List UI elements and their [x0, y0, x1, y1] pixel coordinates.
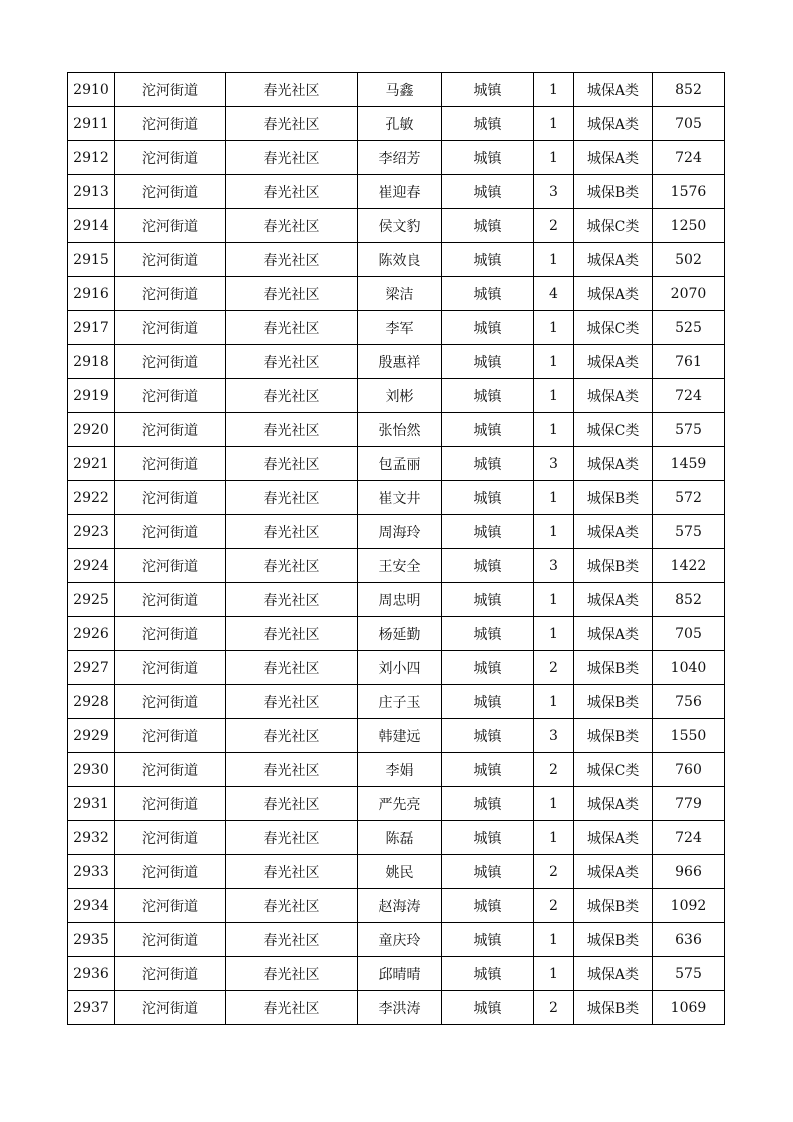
- row-number-cell: 2922: [68, 481, 115, 515]
- name-cell: 姚民: [358, 855, 442, 889]
- household-type-cell: 城镇: [442, 583, 534, 617]
- household-type-cell: 城镇: [442, 753, 534, 787]
- amount-cell: 1422: [653, 549, 725, 583]
- household-type-cell: 城镇: [442, 515, 534, 549]
- household-type-cell: 城镇: [442, 107, 534, 141]
- community-cell: 春光社区: [226, 821, 358, 855]
- subdistrict-cell: 沱河街道: [115, 277, 226, 311]
- subdistrict-cell: 沱河街道: [115, 345, 226, 379]
- family-size-cell: 2: [534, 651, 574, 685]
- row-number-cell: 2919: [68, 379, 115, 413]
- family-size-cell: 1: [534, 243, 574, 277]
- row-number-cell: 2910: [68, 73, 115, 107]
- table-row: [68, 651, 725, 685]
- community-cell: 春光社区: [226, 175, 358, 209]
- table-row: [68, 821, 725, 855]
- household-type-cell: 城镇: [442, 379, 534, 413]
- subdistrict-cell: 沱河街道: [115, 379, 226, 413]
- name-cell: 马鑫: [358, 73, 442, 107]
- amount-cell: 1040: [653, 651, 725, 685]
- community-cell: 春光社区: [226, 719, 358, 753]
- name-cell: 陈磊: [358, 821, 442, 855]
- name-cell: 崔迎春: [358, 175, 442, 209]
- amount-cell: 705: [653, 617, 725, 651]
- community-cell: 春光社区: [226, 345, 358, 379]
- subdistrict-cell: 沱河街道: [115, 957, 226, 991]
- family-size-cell: 1: [534, 481, 574, 515]
- household-type-cell: 城镇: [442, 345, 534, 379]
- category-cell: 城保A类: [574, 821, 653, 855]
- amount-cell: 502: [653, 243, 725, 277]
- name-cell: 李绍芳: [358, 141, 442, 175]
- family-size-cell: 2: [534, 991, 574, 1025]
- household-type-cell: 城镇: [442, 243, 534, 277]
- family-size-cell: 1: [534, 413, 574, 447]
- household-type-cell: 城镇: [442, 617, 534, 651]
- table-row: [68, 753, 725, 787]
- subdistrict-cell: 沱河街道: [115, 583, 226, 617]
- row-number-cell: 2933: [68, 855, 115, 889]
- amount-cell: 966: [653, 855, 725, 889]
- subdistrict-cell: 沱河街道: [115, 685, 226, 719]
- amount-cell: 1069: [653, 991, 725, 1025]
- name-cell: 李洪涛: [358, 991, 442, 1025]
- subdistrict-cell: 沱河街道: [115, 141, 226, 175]
- community-cell: 春光社区: [226, 651, 358, 685]
- subdistrict-cell: 沱河街道: [115, 719, 226, 753]
- subdistrict-cell: 沱河街道: [115, 651, 226, 685]
- name-cell: 周海玲: [358, 515, 442, 549]
- table-row: [68, 209, 725, 243]
- family-size-cell: 3: [534, 719, 574, 753]
- category-cell: 城保A类: [574, 345, 653, 379]
- row-number-cell: 2915: [68, 243, 115, 277]
- category-cell: 城保C类: [574, 753, 653, 787]
- household-type-cell: 城镇: [442, 685, 534, 719]
- household-type-cell: 城镇: [442, 481, 534, 515]
- table-row: [68, 379, 725, 413]
- category-cell: 城保A类: [574, 277, 653, 311]
- name-cell: 张怡然: [358, 413, 442, 447]
- family-size-cell: 1: [534, 515, 574, 549]
- row-number-cell: 2926: [68, 617, 115, 651]
- amount-cell: 525: [653, 311, 725, 345]
- amount-cell: 2070: [653, 277, 725, 311]
- family-size-cell: 3: [534, 447, 574, 481]
- name-cell: 李军: [358, 311, 442, 345]
- subdistrict-cell: 沱河街道: [115, 991, 226, 1025]
- row-number-cell: 2927: [68, 651, 115, 685]
- table-row: [68, 685, 725, 719]
- category-cell: 城保A类: [574, 379, 653, 413]
- amount-cell: 1459: [653, 447, 725, 481]
- row-number-cell: 2925: [68, 583, 115, 617]
- row-number-cell: 2914: [68, 209, 115, 243]
- name-cell: 王安全: [358, 549, 442, 583]
- category-cell: 城保A类: [574, 107, 653, 141]
- household-type-cell: 城镇: [442, 651, 534, 685]
- category-cell: 城保B类: [574, 991, 653, 1025]
- table-row: [68, 719, 725, 753]
- subdistrict-cell: 沱河街道: [115, 821, 226, 855]
- household-type-cell: 城镇: [442, 923, 534, 957]
- category-cell: 城保B类: [574, 923, 653, 957]
- name-cell: 梁洁: [358, 277, 442, 311]
- table-row: [68, 583, 725, 617]
- community-cell: 春光社区: [226, 787, 358, 821]
- household-type-cell: 城镇: [442, 719, 534, 753]
- amount-cell: 760: [653, 753, 725, 787]
- family-size-cell: 1: [534, 583, 574, 617]
- row-number-cell: 2930: [68, 753, 115, 787]
- category-cell: 城保C类: [574, 413, 653, 447]
- name-cell: 邱晴晴: [358, 957, 442, 991]
- row-number-cell: 2917: [68, 311, 115, 345]
- subdistrict-cell: 沱河街道: [115, 209, 226, 243]
- family-size-cell: 1: [534, 617, 574, 651]
- subdistrict-cell: 沱河街道: [115, 753, 226, 787]
- category-cell: 城保A类: [574, 787, 653, 821]
- row-number-cell: 2937: [68, 991, 115, 1025]
- name-cell: 严先亮: [358, 787, 442, 821]
- household-type-cell: 城镇: [442, 821, 534, 855]
- table-row: [68, 175, 725, 209]
- family-size-cell: 2: [534, 209, 574, 243]
- amount-cell: 724: [653, 379, 725, 413]
- category-cell: 城保B类: [574, 175, 653, 209]
- amount-cell: 575: [653, 957, 725, 991]
- community-cell: 春光社区: [226, 617, 358, 651]
- subdistrict-cell: 沱河街道: [115, 515, 226, 549]
- amount-cell: 572: [653, 481, 725, 515]
- amount-cell: 1092: [653, 889, 725, 923]
- community-cell: 春光社区: [226, 991, 358, 1025]
- family-size-cell: 1: [534, 379, 574, 413]
- community-cell: 春光社区: [226, 413, 358, 447]
- category-cell: 城保A类: [574, 141, 653, 175]
- community-cell: 春光社区: [226, 209, 358, 243]
- subdistrict-cell: 沱河街道: [115, 481, 226, 515]
- household-type-cell: 城镇: [442, 175, 534, 209]
- family-size-cell: 1: [534, 73, 574, 107]
- subdistrict-cell: 沱河街道: [115, 107, 226, 141]
- name-cell: 崔文井: [358, 481, 442, 515]
- household-type-cell: 城镇: [442, 141, 534, 175]
- row-number-cell: 2916: [68, 277, 115, 311]
- amount-cell: 1250: [653, 209, 725, 243]
- household-type-cell: 城镇: [442, 957, 534, 991]
- community-cell: 春光社区: [226, 549, 358, 583]
- community-cell: 春光社区: [226, 447, 358, 481]
- category-cell: 城保B类: [574, 481, 653, 515]
- family-size-cell: 1: [534, 923, 574, 957]
- subdistrict-cell: 沱河街道: [115, 787, 226, 821]
- family-size-cell: 1: [534, 787, 574, 821]
- row-number-cell: 2931: [68, 787, 115, 821]
- community-cell: 春光社区: [226, 107, 358, 141]
- community-cell: 春光社区: [226, 923, 358, 957]
- amount-cell: 724: [653, 141, 725, 175]
- subdistrict-cell: 沱河街道: [115, 311, 226, 345]
- family-size-cell: 1: [534, 107, 574, 141]
- table-row: [68, 141, 725, 175]
- subdistrict-cell: 沱河街道: [115, 413, 226, 447]
- row-number-cell: 2928: [68, 685, 115, 719]
- amount-cell: 852: [653, 583, 725, 617]
- table-row: [68, 481, 725, 515]
- row-number-cell: 2920: [68, 413, 115, 447]
- household-type-cell: 城镇: [442, 991, 534, 1025]
- name-cell: 孔敏: [358, 107, 442, 141]
- subdistrict-cell: 沱河街道: [115, 617, 226, 651]
- name-cell: 赵海涛: [358, 889, 442, 923]
- name-cell: 庄子玉: [358, 685, 442, 719]
- table-row: [68, 515, 725, 549]
- amount-cell: 779: [653, 787, 725, 821]
- category-cell: 城保A类: [574, 855, 653, 889]
- household-type-cell: 城镇: [442, 277, 534, 311]
- row-number-cell: 2913: [68, 175, 115, 209]
- household-type-cell: 城镇: [442, 787, 534, 821]
- community-cell: 春光社区: [226, 311, 358, 345]
- subdistrict-cell: 沱河街道: [115, 447, 226, 481]
- name-cell: 李娟: [358, 753, 442, 787]
- family-size-cell: 1: [534, 821, 574, 855]
- community-cell: 春光社区: [226, 481, 358, 515]
- category-cell: 城保A类: [574, 957, 653, 991]
- category-cell: 城保C类: [574, 209, 653, 243]
- table-row: [68, 311, 725, 345]
- household-type-cell: 城镇: [442, 549, 534, 583]
- row-number-cell: 2923: [68, 515, 115, 549]
- amount-cell: 756: [653, 685, 725, 719]
- category-cell: 城保B类: [574, 719, 653, 753]
- family-size-cell: 3: [534, 175, 574, 209]
- community-cell: 春光社区: [226, 515, 358, 549]
- community-cell: 春光社区: [226, 583, 358, 617]
- table-row: [68, 345, 725, 379]
- category-cell: 城保A类: [574, 583, 653, 617]
- subdistrict-cell: 沱河街道: [115, 923, 226, 957]
- name-cell: 周忠明: [358, 583, 442, 617]
- community-cell: 春光社区: [226, 379, 358, 413]
- name-cell: 殷惠祥: [358, 345, 442, 379]
- name-cell: 刘彬: [358, 379, 442, 413]
- category-cell: 城保A类: [574, 73, 653, 107]
- row-number-cell: 2932: [68, 821, 115, 855]
- family-size-cell: 3: [534, 549, 574, 583]
- table-row: [68, 957, 725, 991]
- amount-cell: 1550: [653, 719, 725, 753]
- category-cell: 城保A类: [574, 515, 653, 549]
- category-cell: 城保A类: [574, 617, 653, 651]
- table-row: [68, 549, 725, 583]
- community-cell: 春光社区: [226, 73, 358, 107]
- table-row: [68, 277, 725, 311]
- table-row: [68, 617, 725, 651]
- table-row: [68, 889, 725, 923]
- community-cell: 春光社区: [226, 957, 358, 991]
- name-cell: 包孟丽: [358, 447, 442, 481]
- row-number-cell: 2918: [68, 345, 115, 379]
- household-type-cell: 城镇: [442, 209, 534, 243]
- community-cell: 春光社区: [226, 243, 358, 277]
- name-cell: 刘小四: [358, 651, 442, 685]
- family-size-cell: 1: [534, 685, 574, 719]
- table-row: [68, 855, 725, 889]
- family-size-cell: 1: [534, 141, 574, 175]
- table-row: [68, 107, 725, 141]
- row-number-cell: 2921: [68, 447, 115, 481]
- family-size-cell: 1: [534, 345, 574, 379]
- subdistrict-cell: 沱河街道: [115, 855, 226, 889]
- name-cell: 侯文豹: [358, 209, 442, 243]
- row-number-cell: 2934: [68, 889, 115, 923]
- table-row: [68, 73, 725, 107]
- community-cell: 春光社区: [226, 855, 358, 889]
- category-cell: 城保B类: [574, 889, 653, 923]
- category-cell: 城保A类: [574, 243, 653, 277]
- household-type-cell: 城镇: [442, 73, 534, 107]
- category-cell: 城保A类: [574, 447, 653, 481]
- category-cell: 城保B类: [574, 651, 653, 685]
- amount-cell: 724: [653, 821, 725, 855]
- category-cell: 城保C类: [574, 311, 653, 345]
- community-cell: 春光社区: [226, 889, 358, 923]
- amount-cell: 852: [653, 73, 725, 107]
- household-type-cell: 城镇: [442, 413, 534, 447]
- community-cell: 春光社区: [226, 753, 358, 787]
- household-type-cell: 城镇: [442, 855, 534, 889]
- community-cell: 春光社区: [226, 277, 358, 311]
- category-cell: 城保B类: [574, 549, 653, 583]
- row-number-cell: 2929: [68, 719, 115, 753]
- row-number-cell: 2912: [68, 141, 115, 175]
- household-type-cell: 城镇: [442, 889, 534, 923]
- row-number-cell: 2936: [68, 957, 115, 991]
- family-size-cell: 2: [534, 855, 574, 889]
- amount-cell: 1576: [653, 175, 725, 209]
- household-type-cell: 城镇: [442, 311, 534, 345]
- community-cell: 春光社区: [226, 141, 358, 175]
- subdistrict-cell: 沱河街道: [115, 175, 226, 209]
- table-row: [68, 923, 725, 957]
- amount-cell: 761: [653, 345, 725, 379]
- name-cell: 韩建远: [358, 719, 442, 753]
- subdistrict-cell: 沱河街道: [115, 889, 226, 923]
- subdistrict-cell: 沱河街道: [115, 243, 226, 277]
- family-size-cell: 2: [534, 753, 574, 787]
- table-row: [68, 447, 725, 481]
- amount-cell: 636: [653, 923, 725, 957]
- amount-cell: 705: [653, 107, 725, 141]
- table-row: [68, 413, 725, 447]
- records-table: [67, 72, 725, 1025]
- family-size-cell: 2: [534, 889, 574, 923]
- name-cell: 童庆玲: [358, 923, 442, 957]
- category-cell: 城保B类: [574, 685, 653, 719]
- records-table-body: [68, 73, 725, 1025]
- community-cell: 春光社区: [226, 685, 358, 719]
- family-size-cell: 1: [534, 957, 574, 991]
- name-cell: 杨延勤: [358, 617, 442, 651]
- row-number-cell: 2935: [68, 923, 115, 957]
- amount-cell: 575: [653, 515, 725, 549]
- table-row: [68, 787, 725, 821]
- row-number-cell: 2911: [68, 107, 115, 141]
- subdistrict-cell: 沱河街道: [115, 549, 226, 583]
- table-row: [68, 243, 725, 277]
- subdistrict-cell: 沱河街道: [115, 73, 226, 107]
- household-type-cell: 城镇: [442, 447, 534, 481]
- table-row: [68, 991, 725, 1025]
- amount-cell: 575: [653, 413, 725, 447]
- family-size-cell: 4: [534, 277, 574, 311]
- family-size-cell: 1: [534, 311, 574, 345]
- name-cell: 陈效良: [358, 243, 442, 277]
- row-number-cell: 2924: [68, 549, 115, 583]
